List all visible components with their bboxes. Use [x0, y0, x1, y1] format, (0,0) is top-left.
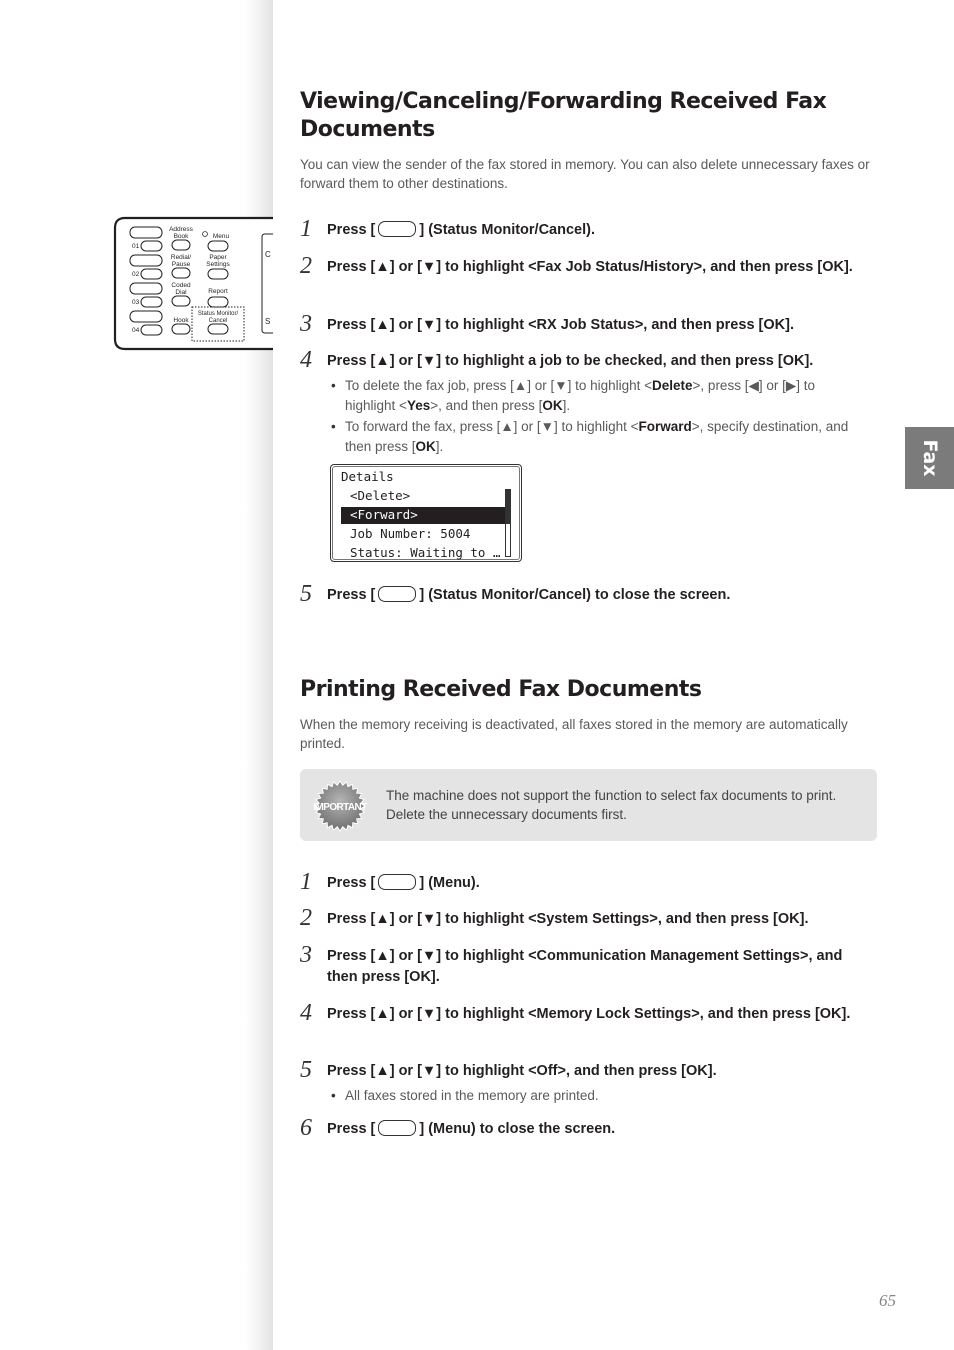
step-2-system-settings: 2 Press [▲] or [▼] to highlight <System Settings>, and then press [OK]. — [300, 905, 809, 931]
page-gutter-shadow — [245, 0, 273, 1350]
redial-label-1: Redial/ — [170, 254, 192, 261]
status-monitor-label-1: Status Monitor/ — [197, 311, 239, 317]
page-number: 65 — [879, 1291, 896, 1310]
coded-dial-label-2: Dial — [175, 289, 187, 296]
step-3-communication-settings: 3 Press [▲] or [▼] to highlight <Communication Management Settings>, and then press [OK]. — [300, 942, 843, 985]
step-4-select-job: 4 Press [▲] or [▼] to highlight a job to be checked, and then press [OK]. • To delete the fax job, press [▲] or [▼] to highlight <Delete>, press [◀] or [▶] to highlight <Yes>, and then press [OK]. • To forward the fax, press [▲] or [▼] to highlight <Forward>, specify destination, and then press [OK]. — [300, 351, 860, 458]
step-1-menu: 1 Press [ ] (Menu). — [300, 869, 480, 895]
address-book-label-2: Book — [173, 233, 189, 240]
lcd-row-status: Status: Waiting to … — [350, 545, 501, 560]
step-2-fax-job-status: 2 Press [▲] or [▼] to highlight <Fax Job Status/History>, and then press [OK]. — [300, 253, 853, 279]
important-text: The machine does not support the function to select fax documents to print. Delete the unnecessary documents first. — [386, 788, 837, 822]
lcd-details-screen — [330, 464, 522, 562]
step-number: 2 — [300, 905, 312, 931]
lcd-row-forward: <Forward> — [350, 507, 418, 522]
panel-partial-c: C — [265, 250, 271, 259]
section-intro-printing: When the memory receiving is deactivated, all faxes stored in the memory are automatically printed. — [300, 717, 848, 751]
step-5-notes — [327, 1086, 860, 1106]
step-number: 5 — [300, 581, 312, 607]
redial-key — [172, 268, 190, 278]
paper-settings-key — [208, 269, 228, 279]
section-title-viewing: Viewing/Canceling/Forwarding Received Fax Documents — [300, 89, 827, 142]
coded-dial-key — [172, 296, 190, 306]
panel-partial-s: S — [265, 317, 271, 326]
lcd-row-job-number: Job Number: 5004 — [350, 526, 471, 541]
step-1-status-monitor: 1 Press [ ] (Status Monitor/Cancel). — [300, 216, 595, 242]
one-touch-03: 03 — [132, 299, 140, 306]
chapter-tab-fax[interactable]: Fax — [905, 427, 954, 489]
step-number: 3 — [300, 942, 312, 968]
paper-settings-label-2: Settings — [206, 261, 230, 268]
step-5-close-screen: 5 Press [ ] (Status Monitor/Cancel) to close the screen. — [300, 581, 731, 607]
note-delete: • To delete the fax job, press [▲] or [▼] to highlight <Delete>, press [◀] or [▶] to highlight <Yes>, and then press [OK]. — [327, 376, 860, 415]
note-all-printed: • All faxes stored in the memory are printed. — [327, 1086, 860, 1106]
redial-label-2: Pause — [171, 261, 191, 268]
step-4-notes — [327, 376, 860, 456]
note-forward: • To forward the fax, press [▲] or [▼] to highlight <Forward>, specify destination, and then press [OK]. — [327, 417, 860, 456]
step-number: 4 — [300, 347, 312, 373]
address-book-key — [172, 240, 190, 250]
lcd-scrollbar — [505, 489, 511, 557]
important-badge-icon — [308, 779, 372, 833]
section-title-printing: Printing Received Fax Documents — [300, 677, 702, 702]
coded-dial-label-1: Coded — [171, 282, 191, 289]
step-number: 3 — [300, 311, 312, 337]
menu-key-icon — [378, 874, 416, 890]
report-key — [208, 297, 228, 307]
status-monitor-label-2: Cancel — [208, 318, 228, 324]
step-number: 1 — [300, 869, 312, 895]
step-number: 2 — [300, 253, 312, 279]
important-callout — [300, 769, 877, 841]
address-book-label-1: Address — [169, 226, 193, 233]
status-monitor-key-icon — [378, 221, 416, 237]
menu-key — [208, 241, 228, 251]
step-4-memory-lock: 4 Press [▲] or [▼] to highlight <Memory Lock Settings>, and then press [OK]. — [300, 1000, 851, 1026]
step-number: 4 — [300, 1000, 312, 1026]
menu-key-icon — [378, 1120, 416, 1136]
step-5-off: 5 Press [▲] or [▼] to highlight <Off>, and then press [OK]. • All faxes stored in the memory are printed. — [300, 1061, 860, 1108]
menu-label: Menu — [212, 233, 230, 240]
report-label: Report — [208, 288, 228, 295]
step-3-rx-job-status: 3 Press [▲] or [▼] to highlight <RX Job Status>, and then press [OK]. — [300, 311, 794, 337]
one-touch-02: 02 — [132, 271, 140, 278]
control-panel-illustration — [113, 216, 273, 351]
important-badge-text: IMPORTANT — [313, 802, 367, 813]
step-number: 5 — [300, 1057, 312, 1083]
one-touch-01: 01 — [132, 243, 140, 250]
status-monitor-key — [208, 324, 228, 334]
step-number: 6 — [300, 1115, 312, 1141]
step-number: 1 — [300, 216, 312, 242]
page-content — [273, 0, 954, 1350]
paper-settings-label-1: Paper — [209, 254, 227, 261]
hook-key — [172, 324, 190, 334]
hook-label: Hook — [173, 317, 189, 324]
one-touch-04: 04 — [132, 327, 140, 334]
lcd-title: Details — [341, 469, 394, 484]
section-intro-viewing: You can view the sender of the fax stored in memory. You can also delete unnecessary faxes or forward them to other destinations. — [300, 157, 870, 191]
step-6-close-menu: 6 Press [ ] (Menu) to close the screen. — [300, 1115, 616, 1141]
status-monitor-key-icon — [378, 586, 416, 602]
lcd-row-delete: <Delete> — [350, 488, 411, 503]
